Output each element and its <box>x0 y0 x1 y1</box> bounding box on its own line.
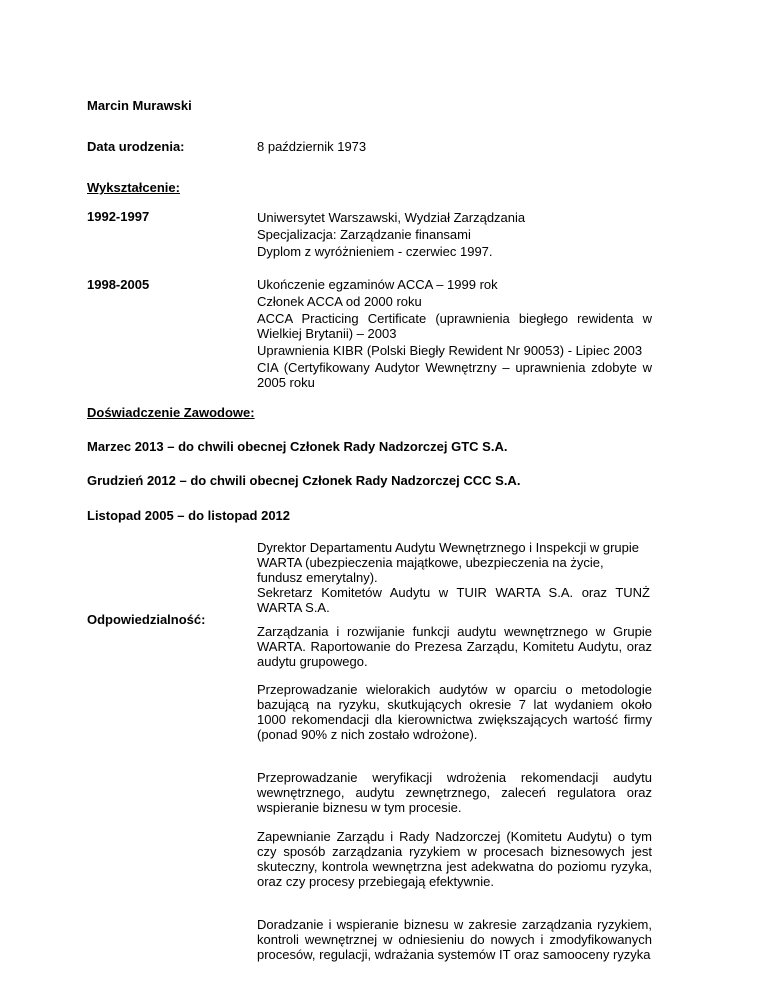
education-entry-line: Ukończenie egzaminów ACCA – 1999 rok <box>257 277 498 292</box>
position-gtc: Marzec 2013 – do chwili obecnej Członek Rady Nadzorczej GTC S.A. <box>87 439 508 454</box>
education-entry-line: CIA (Certyfikowany Audytor Wewnętrzny – uprawnienia zdobyte w 2005 roku <box>257 360 652 390</box>
responsibility-label: Odpowiedzialność: <box>87 612 206 627</box>
responsibility-paragraph: Zapewnianie Zarządu i Rady Nadzorczej (Komitetu Audytu) o tym czy sposób zarządzania ryzykiem w procesach biznesowych jest skuteczny, kontrola wewnętrzna jest adekwatna do poziomu ryzyka, oraz czy procesy przebiegają efektywnie. <box>257 829 652 889</box>
education-entry-line: ACCA Practicing Certificate (uprawnienia biegłego rewidenta w Wielkiej Brytanii) – 2003 <box>257 311 652 341</box>
education-entry-line: Członek ACCA od 2000 roku <box>257 294 422 309</box>
responsibility-paragraph: Przeprowadzanie weryfikacji wdrożenia rekomendacji audytu wewnętrznego, audytu zewnętrznego, zaleceń regulatora oraz wspieranie biznesu w tym procesie. <box>257 770 652 815</box>
education-entry-line: Uprawnienia KIBR (Polski Biegły Rewident Nr 90053) - Lipiec 2003 <box>257 343 643 358</box>
responsibility-paragraph: Zarządzania i rozwijanie funkcji audytu wewnętrznego w Grupie WARTA. Raportowanie do Prezesa Zarządu, Komitetu Audytu, oraz audytu grupowego. <box>257 624 652 669</box>
education-entry-line: Dyplom z wyróżnieniem - czerwiec 1997. <box>257 244 493 259</box>
birth-date-label: Data urodzenia: <box>87 139 185 154</box>
education-entry-1 <box>257 209 652 260</box>
position-warta-period: Listopad 2005 – do listopad 2012 <box>87 508 291 523</box>
education-period-2: 1998-2005 <box>87 277 150 292</box>
position-ccc: Grudzień 2012 – do chwili obecnej Członek Rady Nadzorczej CCC S.A. <box>87 473 521 488</box>
role-description: Dyrektor Departamentu Audytu Wewnętrznego i Inspekcji w grupie WARTA (ubezpieczenia majątkowe, ubezpieczenia na życie, fundusz emerytalny). <box>257 540 640 585</box>
role-block <box>257 540 650 615</box>
education-heading: Wykształcenie: <box>87 180 180 195</box>
experience-heading: Doświadczenie Zawodowe: <box>87 405 255 420</box>
education-entry-2 <box>257 277 652 390</box>
education-entry-line: Specjalizacja: Zarządzanie finansami <box>257 227 471 242</box>
education-period-1: 1992-1997 <box>87 209 150 224</box>
candidate-name: Marcin Murawski <box>87 98 192 113</box>
role-secretary: Sekretarz Komitetów Audytu w TUIR WARTA S.A. oraz TUNŻ WARTA S.A. <box>257 585 650 615</box>
birth-date-value: 8 październik 1973 <box>257 139 367 154</box>
education-entry-line: Uniwersytet Warszawski, Wydział Zarządzania <box>257 210 526 225</box>
responsibility-paragraph: Przeprowadzanie wielorakich audytów w oparciu o metodologie bazującą na ryzyku, skutkujących okresie 7 lat wydaniem około 1000 rekomendacji dla kierownictwa zwiększających wartość firmy (ponad 90% z nich zostało wdrożone). <box>257 682 652 742</box>
responsibility-paragraph: Doradzanie i wspieranie biznesu w zakresie zarządzania ryzykiem, kontroli wewnętrznej w odniesieniu do nowych i zmodyfikowanych procesów, regulacji, wdrażania systemów IT oraz samooceny ryzyka <box>257 917 652 962</box>
